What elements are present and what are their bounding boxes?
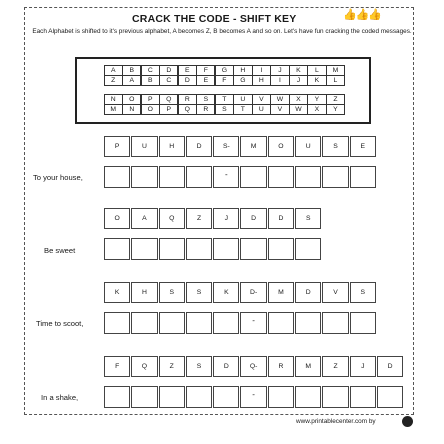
coded-letter-cell: S [295,208,321,229]
key-letter-cell: R [196,104,215,115]
coded-letter-cell: E [350,136,376,157]
key-letter-cell: B [122,65,141,76]
coded-letter-cell: K [104,282,130,303]
key-letter-cell: P [159,104,178,115]
coded-letter-cell: R [268,356,294,377]
key-letter-cell: Z [326,94,345,105]
answer-blank-cell[interactable] [295,166,321,188]
key-letter-cell: O [122,94,141,105]
coded-letter-cell: Z [159,356,185,377]
answer-blank-cell[interactable] [322,166,348,188]
key-letter-cell: Y [326,104,345,115]
answer-blank-cell[interactable]: - [240,386,266,408]
key-letter-cell: T [215,94,234,105]
coded-letter-cell: S- [213,136,239,157]
cipher-key-n-to-z [104,94,345,114]
key-letter-cell: X [289,94,308,105]
key-letter-cell: U [252,104,271,115]
key-letter-cell: B [141,75,160,86]
key-letter-cell: P [141,94,160,105]
answer-blank-cell[interactable] [268,386,294,408]
coded-letter-cell: M [240,136,266,157]
coded-letter-cell: S [186,356,212,377]
key-letter-cell: V [270,104,289,115]
key-letter-cell: R [178,94,197,105]
key-letter-cell: Q [178,104,197,115]
answer-blank-cell[interactable] [268,312,294,334]
answer-blank-cell[interactable] [186,312,212,334]
answer-blank-cell[interactable] [159,312,185,334]
coded-letter-cell: D [377,356,403,377]
phrase-label-1: To your house, [33,173,83,182]
key-letter-cell: A [122,75,141,86]
key-letter-cell: N [104,94,123,105]
key-letter-cell: O [141,104,160,115]
coded-letter-cell: O [104,208,130,229]
coded-letter-cell: H [131,282,157,303]
key-letter-cell: S [215,104,234,115]
answer-blank-cell[interactable] [159,238,185,260]
coded-message-1 [104,136,377,157]
key-letter-cell: F [215,75,234,86]
key-letter-cell: S [196,94,215,105]
coded-letter-cell: K [213,282,239,303]
key-letter-cell: C [141,65,160,76]
coded-letter-cell: M [295,356,321,377]
key-letter-cell: V [252,94,271,105]
answer-blank-cell[interactable] [104,386,130,408]
coded-letter-cell: A [131,208,157,229]
answer-blank-cell[interactable] [159,386,185,408]
instructions: Each Alphabet is shifted to it's previous alphabet, A becomes Z, B becomes A and so on. Let's have fun cracking the coded messages. [32,28,412,35]
key-letter-cell: U [233,94,252,105]
key-letter-cell: Z [104,75,123,86]
key-letter-cell: Q [159,94,178,105]
cipher-key-a-to-m [104,65,345,85]
key-letter-cell: G [215,65,234,76]
key-letter-cell: I [252,65,271,76]
coded-letter-cell: S [159,282,185,303]
answer-blank-cell[interactable] [213,386,239,408]
worksheet-title: CRACK THE CODE - SHIFT KEY [132,13,297,25]
answer-blank-cell[interactable] [104,312,130,334]
coded-letter-cell: D- [240,282,266,303]
answer-blank-cell[interactable] [295,386,321,408]
answer-blank-cell[interactable] [104,238,130,260]
phrase-label-2: Be sweet [44,246,76,255]
key-letter-cell: L [326,75,345,86]
key-letter-cell: K [289,65,308,76]
coded-letter-cell: S [350,282,376,303]
answer-blank-cell[interactable] [322,386,348,408]
coded-message-4 [104,356,404,377]
key-letter-cell: K [307,75,326,86]
answer-blank-cell[interactable] [295,238,321,260]
printable-center-logo-icon [402,416,413,427]
key-letter-cell: H [252,75,271,86]
coded-letter-cell: Q [131,356,157,377]
answer-blank-cell[interactable] [213,312,239,334]
answer-blank-cell[interactable] [131,238,157,260]
coded-letter-cell: J [213,208,239,229]
coded-letter-cell: U [131,136,157,157]
key-letter-cell: E [196,75,215,86]
coded-letter-cell: P [104,136,130,157]
answer-blank-cell[interactable] [377,386,403,408]
coded-letter-cell: U [295,136,321,157]
answer-blank-cell[interactable]: - [240,312,266,334]
coded-letter-cell: J [350,356,376,377]
answer-blank-cell[interactable] [131,386,157,408]
answer-row-4 [104,386,404,408]
answer-blank-cell[interactable] [268,238,294,260]
footer-credit: www.printablecenter.com by [296,418,376,425]
answer-blank-cell[interactable] [295,312,321,334]
coded-letter-cell: H [159,136,185,157]
key-letter-cell: T [233,104,252,115]
answer-blank-cell[interactable] [350,312,376,334]
answer-blank-cell[interactable] [240,166,266,188]
coded-letter-cell: M [268,282,294,303]
answer-blank-cell[interactable] [131,312,157,334]
coded-letter-cell: V [322,282,348,303]
key-letter-cell: L [307,65,326,76]
key-letter-cell: X [307,104,326,115]
answer-blank-cell[interactable]: - [213,166,239,188]
phrase-label-3: Time to scoot, [36,319,84,328]
answer-blank-cell[interactable] [186,166,212,188]
key-letter-cell: D [159,65,178,76]
coded-letter-cell: S [186,282,212,303]
coded-letter-cell: D [213,356,239,377]
coded-letter-cell: D [295,282,321,303]
key-letter-cell: D [178,75,197,86]
key-letter-cell: A [104,65,123,76]
coded-letter-cell: Z [186,208,212,229]
coded-message-3 [104,282,377,303]
answer-row-1 [104,166,377,188]
coded-letter-cell: S [322,136,348,157]
key-letter-cell: W [289,104,308,115]
key-row [104,65,345,75]
key-letter-cell: W [270,94,289,105]
key-row [104,75,345,85]
key-letter-cell: E [178,65,197,76]
answer-blank-cell[interactable] [240,238,266,260]
answer-blank-cell[interactable] [131,166,157,188]
coded-letter-cell: O [268,136,294,157]
answer-blank-cell[interactable] [350,386,376,408]
coded-message-2 [104,208,322,229]
key-letter-cell: C [159,75,178,86]
answer-blank-cell[interactable] [159,166,185,188]
key-letter-cell: N [122,104,141,115]
answer-blank-cell[interactable] [213,238,239,260]
key-letter-cell: I [270,75,289,86]
answer-row-2 [104,238,322,260]
answer-blank-cell[interactable] [186,386,212,408]
key-letter-cell: J [289,75,308,86]
answer-row-3 [104,312,377,334]
key-row [104,94,345,104]
key-letter-cell: J [270,65,289,76]
coded-letter-cell: F [104,356,130,377]
coded-letter-cell: Z [322,356,348,377]
key-letter-cell: M [326,65,345,76]
coded-letter-cell: D [268,208,294,229]
key-letter-cell: G [233,75,252,86]
thumbs-up-icon: 👍👍👍 [343,9,382,21]
answer-blank-cell[interactable] [350,166,376,188]
key-letter-cell: F [196,65,215,76]
answer-blank-cell[interactable] [186,238,212,260]
coded-letter-cell: Q [159,208,185,229]
phrase-label-4: In a shake, [41,393,79,402]
key-letter-cell: Y [307,94,326,105]
key-letter-cell: H [233,65,252,76]
answer-blank-cell[interactable] [104,166,130,188]
answer-blank-cell[interactable] [268,166,294,188]
key-row [104,104,345,114]
coded-letter-cell: D [240,208,266,229]
answer-blank-cell[interactable] [322,312,348,334]
coded-letter-cell: Q- [240,356,266,377]
key-letter-cell: M [104,104,123,115]
coded-letter-cell: D [186,136,212,157]
